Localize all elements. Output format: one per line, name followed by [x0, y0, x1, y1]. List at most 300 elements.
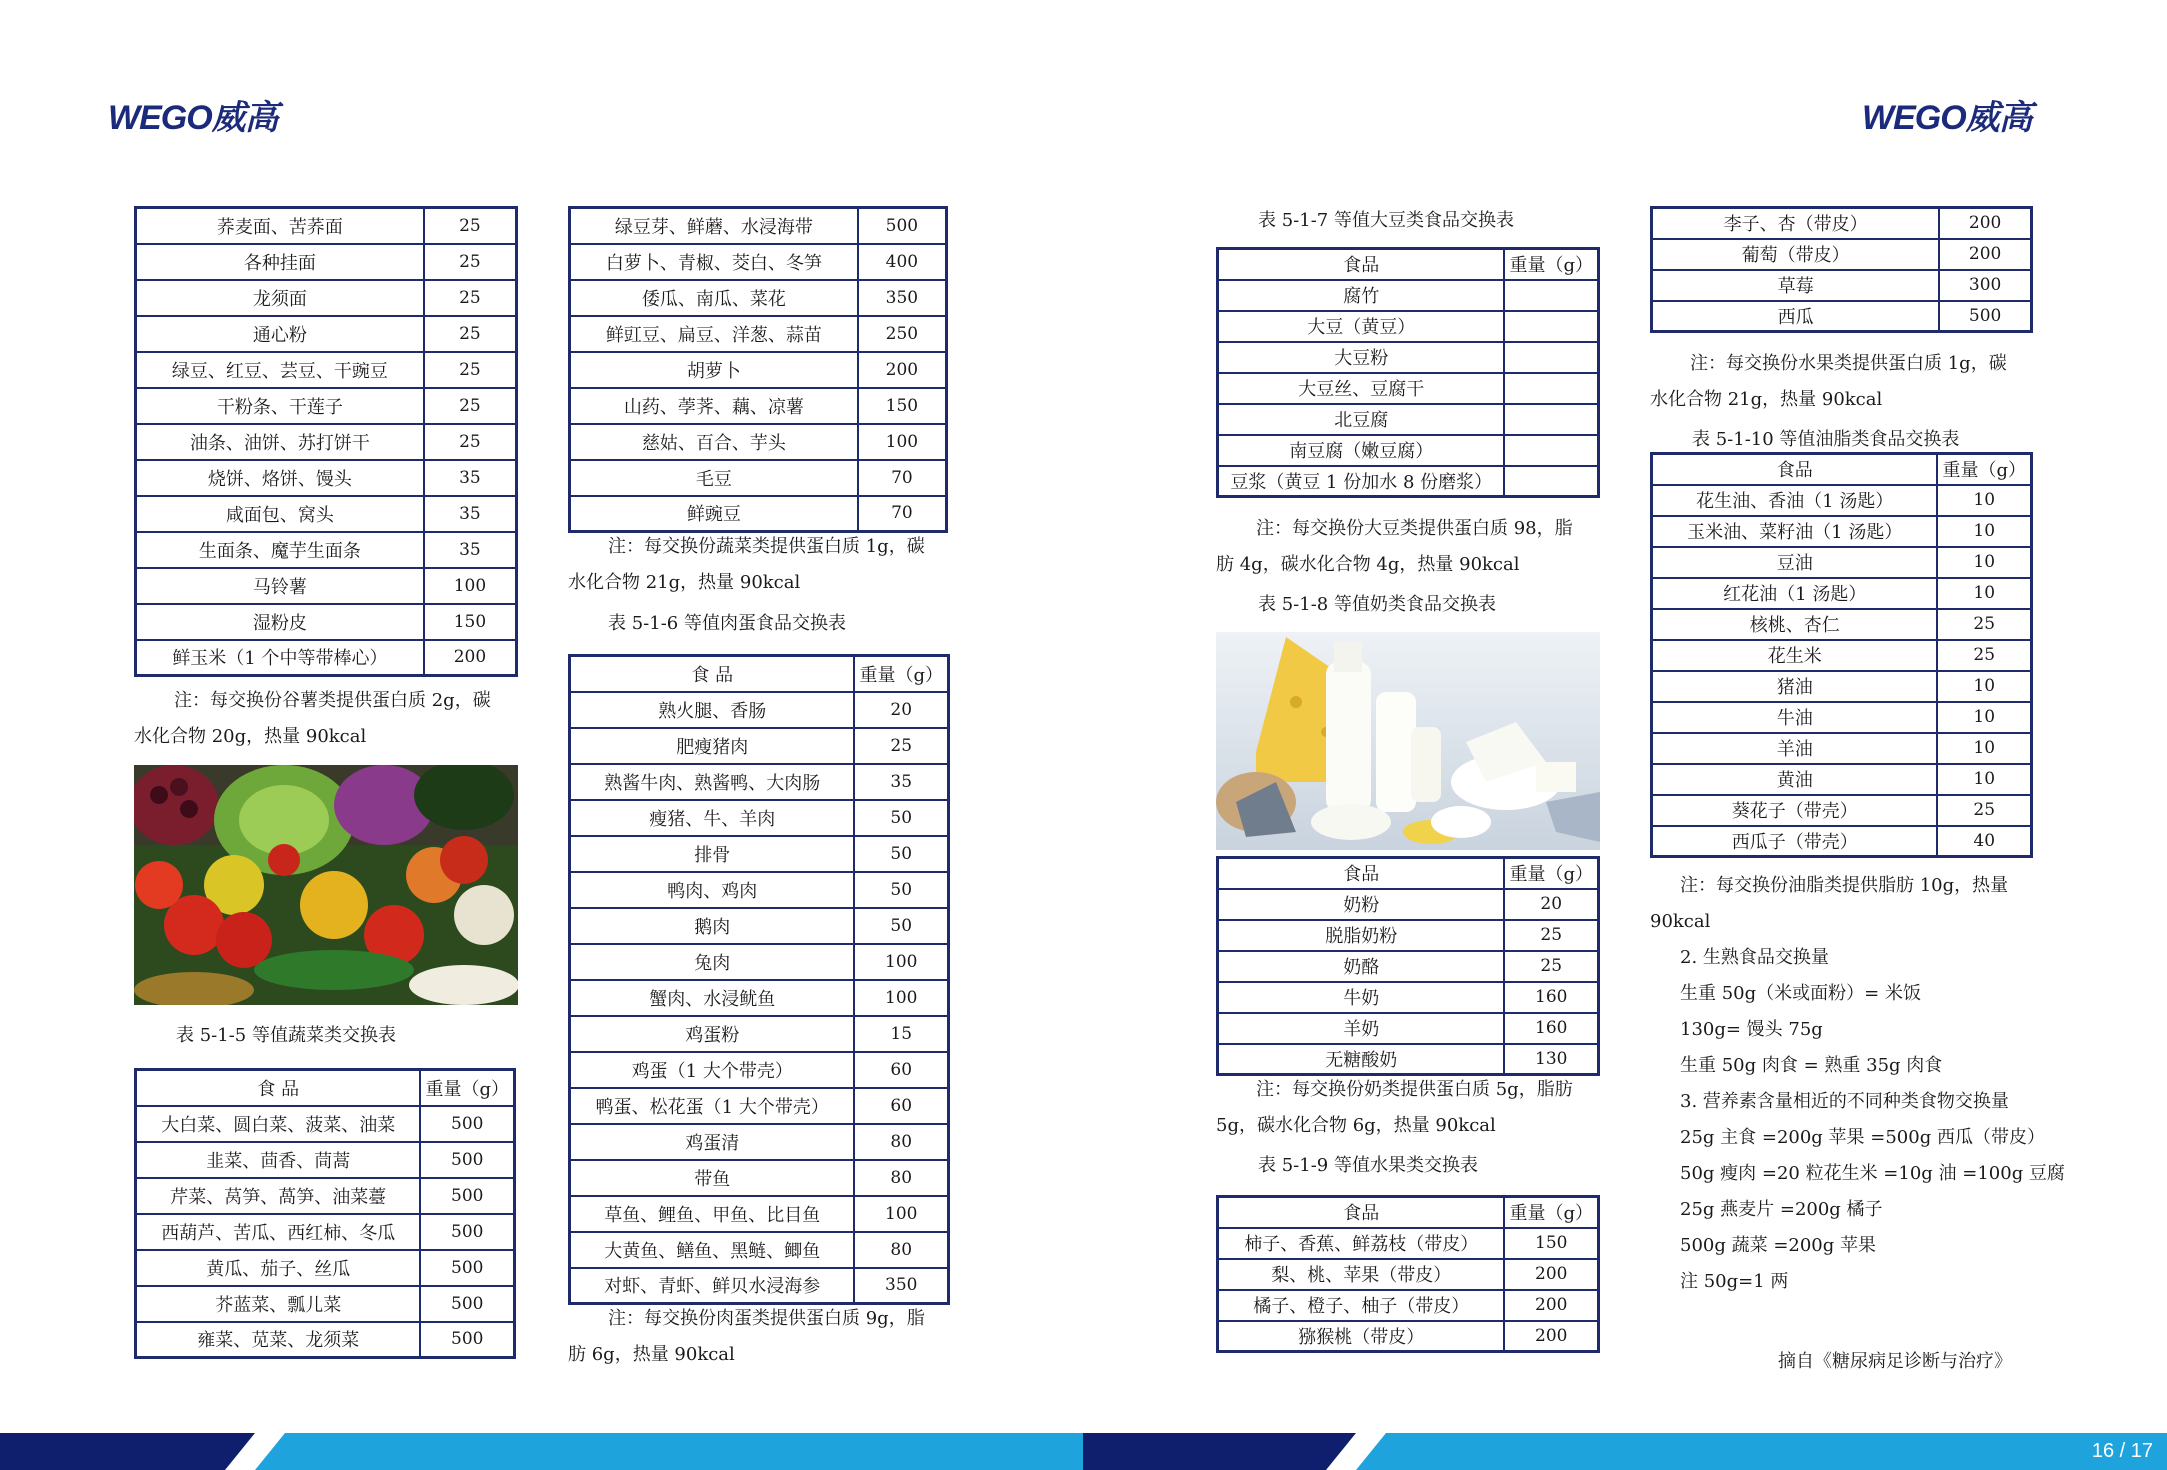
weight-value: [1504, 311, 1598, 342]
table-header-row: [1218, 249, 1599, 280]
table-row: [570, 1088, 949, 1124]
weight-value: 200: [858, 352, 947, 388]
table-row: [136, 1250, 515, 1286]
food-name: 鲜豌豆: [570, 496, 858, 532]
weight-value: [1504, 373, 1598, 404]
table-row: [1652, 795, 2032, 826]
table-row: [136, 1286, 515, 1322]
note-line: 5g，碳水化合物 6g，热量 90kcal: [1216, 1115, 1496, 1136]
weight-value: [1504, 435, 1598, 466]
weight-value: 500: [858, 208, 947, 244]
fruit-exchange-table-continued: [1650, 206, 2033, 333]
food-name: 北豆腐: [1218, 404, 1505, 435]
food-name: 鲜豇豆、扁豆、洋葱、蒜苗: [570, 316, 858, 352]
food-name: 烧饼、烙饼、馒头: [136, 460, 424, 496]
food-name: 鸭肉、鸡肉: [570, 872, 855, 908]
table-row: [136, 208, 517, 244]
weight-value: 25: [1504, 951, 1598, 982]
table-row: [1652, 671, 2032, 702]
note-line: 注：每交换份油脂类提供脂肪 10g，热量: [1680, 875, 2009, 896]
weight-value: 25: [424, 388, 517, 424]
table-row: [1652, 826, 2032, 857]
food-name: 牛奶: [1218, 982, 1505, 1013]
note-dairy: [1216, 1072, 1573, 1144]
weight-value: 500: [420, 1322, 514, 1358]
weight-value: 25: [1504, 920, 1598, 951]
weight-value: 35: [424, 460, 517, 496]
caption-vegetables: 表 5-1-5 等值蔬菜类交换表: [176, 1025, 396, 1046]
food-name: 大豆（黄豆）: [1218, 311, 1505, 342]
table-header-row: [570, 656, 949, 692]
weight-value: 160: [1504, 1013, 1598, 1044]
table-row: [136, 1178, 515, 1214]
food-name: 西瓜子（带壳）: [1652, 826, 1938, 857]
food-name: 奶酪: [1218, 951, 1505, 982]
table-row: [570, 316, 947, 352]
weight-value: 60: [854, 1052, 948, 1088]
table-row: [570, 1052, 949, 1088]
weight-value: [1504, 342, 1598, 373]
weight-value: 500: [420, 1286, 514, 1322]
table-header-row: [1652, 454, 2032, 485]
table-row: [570, 728, 949, 764]
exchange-line: 生重 50g 肉食 = 熟重 35g 肉食: [1680, 1055, 1943, 1076]
weight-value: 150: [858, 388, 947, 424]
weight-value: 60: [854, 1088, 948, 1124]
table-row: [570, 1160, 949, 1196]
table-row: [570, 352, 947, 388]
weight-value: 80: [854, 1232, 948, 1268]
weight-value: 100: [854, 980, 948, 1016]
food-name: 带鱼: [570, 1160, 855, 1196]
table-row: [570, 460, 947, 496]
weight-value: 25: [424, 316, 517, 352]
food-name: 草鱼、鲤鱼、甲鱼、比目鱼: [570, 1196, 855, 1232]
note-vegetables: [568, 529, 925, 601]
table-row: [1218, 951, 1599, 982]
dairy-products-photo: [1216, 632, 1600, 850]
weight-value: 200: [1939, 208, 2031, 239]
weight-value: 500: [1939, 301, 2031, 332]
food-name: 梨、桃、苹果（带皮）: [1218, 1259, 1505, 1290]
weight-value: 25: [1937, 640, 2031, 671]
food-name: 兔肉: [570, 944, 855, 980]
food-name: 橘子、橙子、柚子（带皮）: [1218, 1290, 1505, 1321]
table-row: [1218, 920, 1599, 951]
weight-value: 100: [854, 944, 948, 980]
food-name: 李子、杏（带皮）: [1652, 208, 1940, 239]
table-row: [1652, 208, 2032, 239]
table-row: [1652, 485, 2032, 516]
food-name: 羊油: [1652, 733, 1938, 764]
food-name: 咸面包、窝头: [136, 496, 424, 532]
weight-value: 300: [1939, 270, 2031, 301]
note-line: 注：每交换份蔬菜类提供蛋白质 1g，碳: [608, 536, 925, 557]
food-name: 葡萄（带皮）: [1652, 239, 1940, 270]
food-name: 熟酱牛肉、熟酱鸭、大肉肠: [570, 764, 855, 800]
weight-value: 100: [424, 568, 517, 604]
table-row: [1652, 547, 2032, 578]
weight-value: 40: [1937, 826, 2031, 857]
food-name: 荞麦面、苦荞面: [136, 208, 424, 244]
food-name: 湿粉皮: [136, 604, 424, 640]
food-name: 西瓜: [1652, 301, 1940, 332]
food-name: 芥蓝菜、瓢儿菜: [136, 1286, 421, 1322]
food-name: 山药、荸荠、藕、凉薯: [570, 388, 858, 424]
table-row: [136, 280, 517, 316]
table-row: [570, 908, 949, 944]
table-row: [1652, 640, 2032, 671]
note-line: 水化合物 21g，热量 90kcal: [1650, 389, 1883, 410]
table-row: [1218, 435, 1599, 466]
table-row: [136, 1142, 515, 1178]
note-line: 注：每交换份谷薯类提供蛋白质 2g，碳: [174, 690, 491, 711]
note-line: 水化合物 21g，热量 90kcal: [568, 572, 801, 593]
weight-value: 130: [1504, 1044, 1598, 1075]
food-name: 大黄鱼、鳝鱼、黑鲢、鲫鱼: [570, 1232, 855, 1268]
weight-value: 35: [424, 496, 517, 532]
exchange-line: 注 50g=1 两: [1680, 1271, 1789, 1292]
food-name: 大豆丝、豆腐干: [1218, 373, 1505, 404]
weight-value: 50: [854, 872, 948, 908]
brand-logo-left: WEGO威高: [108, 99, 278, 137]
table-row: [1218, 404, 1599, 435]
weight-value: 250: [858, 316, 947, 352]
food-name: 奶粉: [1218, 889, 1505, 920]
table-row: [1218, 1228, 1599, 1259]
food-name: 通心粉: [136, 316, 424, 352]
table-row: [570, 836, 949, 872]
table-row: [136, 388, 517, 424]
table-header-row: [1218, 858, 1599, 889]
food-name: 南豆腐（嫩豆腐）: [1218, 435, 1505, 466]
table-row: [1652, 733, 2032, 764]
food-name: 猕猴桃（带皮）: [1218, 1321, 1505, 1352]
food-name: 豆浆（黄豆 1 份加水 8 份磨浆）: [1218, 466, 1505, 497]
food-name: 鸡蛋（1 大个带壳）: [570, 1052, 855, 1088]
header-weight: 重量（g）: [1937, 454, 2031, 485]
vegetable-exchange-table-continued: [568, 206, 948, 533]
vegetables-photo: [134, 765, 518, 1005]
footer-bar-right: [1083, 1433, 2167, 1470]
weight-value: 500: [420, 1250, 514, 1286]
table-row: [1652, 702, 2032, 733]
table-row: [1218, 373, 1599, 404]
weight-value: 25: [424, 352, 517, 388]
weight-value: 20: [854, 692, 948, 728]
exchange-line: 500g 蔬菜 =200g 苹果: [1680, 1235, 1877, 1256]
table-row: [136, 640, 517, 676]
table-row: [1218, 1013, 1599, 1044]
table-row: [136, 1322, 515, 1358]
weight-value: [1504, 404, 1598, 435]
table-row: [1218, 311, 1599, 342]
table-row: [570, 980, 949, 1016]
weight-value: 10: [1937, 733, 2031, 764]
fruit-exchange-table: [1216, 1195, 1600, 1353]
food-name: 马铃薯: [136, 568, 424, 604]
caption-fruit: 表 5-1-9 等值水果类交换表: [1258, 1155, 1478, 1176]
table-row: [570, 388, 947, 424]
food-name: 油条、油饼、苏打饼干: [136, 424, 424, 460]
brand-logo-right: WEGO威高: [1862, 99, 2032, 137]
table-row: [570, 280, 947, 316]
food-name: 西葫芦、苦瓜、西红柿、冬瓜: [136, 1214, 421, 1250]
header-food: 食 品: [570, 656, 855, 692]
food-name: 熟火腿、香肠: [570, 692, 855, 728]
food-name: 鲜玉米（1 个中等带棒心）: [136, 640, 424, 676]
dairy-exchange-table: [1216, 856, 1600, 1076]
table-row: [570, 800, 949, 836]
weight-value: 150: [1504, 1228, 1598, 1259]
weight-value: 200: [424, 640, 517, 676]
food-name: 雍菜、苋菜、龙须菜: [136, 1322, 421, 1358]
note-line: 水化合物 20g，热量 90kcal: [134, 726, 367, 747]
weight-value: 35: [854, 764, 948, 800]
table-header-row: [136, 1070, 515, 1106]
note-meat: [568, 1301, 925, 1373]
table-row: [1652, 516, 2032, 547]
food-name: 脱脂奶粉: [1218, 920, 1505, 951]
note-oil: [1650, 868, 2008, 940]
header-food: 食 品: [136, 1070, 421, 1106]
food-name: 草莓: [1652, 270, 1940, 301]
header-food: 食品: [1218, 249, 1505, 280]
table-row: [1652, 609, 2032, 640]
caption-soy: 表 5-1-7 等值大豆类食品交换表: [1258, 210, 1514, 231]
weight-value: 350: [858, 280, 947, 316]
weight-value: 10: [1937, 516, 2031, 547]
note-line: 注：每交换份水果类提供蛋白质 1g，碳: [1690, 353, 2007, 374]
weight-value: 500: [420, 1214, 514, 1250]
weight-value: 10: [1937, 671, 2031, 702]
note-line: 注：每交换份肉蛋类提供蛋白质 9g，脂: [608, 1308, 925, 1329]
table-row: [570, 208, 947, 244]
header-weight: 重量（g）: [1504, 858, 1598, 889]
weight-value: 15: [854, 1016, 948, 1052]
food-name: 白萝卜、青椒、茭白、冬笋: [570, 244, 858, 280]
table-row: [1218, 982, 1599, 1013]
table-row: [1652, 301, 2032, 332]
food-name: 花生油、香油（1 汤匙）: [1652, 485, 1938, 516]
weight-value: 10: [1937, 702, 2031, 733]
table-row: [570, 244, 947, 280]
food-name: 鸡蛋清: [570, 1124, 855, 1160]
note-line: 肪 6g，热量 90kcal: [568, 1344, 735, 1365]
weight-value: 200: [1504, 1259, 1598, 1290]
table-row: [570, 944, 949, 980]
header-weight: 重量（g）: [420, 1070, 514, 1106]
food-name: 干粉条、干莲子: [136, 388, 424, 424]
weight-value: 20: [1504, 889, 1598, 920]
weight-value: 10: [1937, 764, 2031, 795]
food-name: 玉米油、菜籽油（1 汤匙）: [1652, 516, 1938, 547]
weight-value: 10: [1937, 578, 2031, 609]
weight-value: 10: [1937, 547, 2031, 578]
food-name: 牛油: [1652, 702, 1938, 733]
food-name: 瘦猪、牛、羊肉: [570, 800, 855, 836]
page-number: 16 / 17: [2091, 1440, 2153, 1462]
food-name: 红花油（1 汤匙）: [1652, 578, 1938, 609]
caption-oil: 表 5-1-10 等值油脂类食品交换表: [1692, 429, 1960, 450]
food-name: 排骨: [570, 836, 855, 872]
meat-egg-exchange-table: [568, 654, 950, 1305]
grain-exchange-table: [134, 206, 518, 677]
food-name: 鸭蛋、松花蛋（1 大个带壳）: [570, 1088, 855, 1124]
food-name: 黄瓜、茄子、丝瓜: [136, 1250, 421, 1286]
table-row: [570, 764, 949, 800]
weight-value: 200: [1939, 239, 2031, 270]
food-name: 鹅肉: [570, 908, 855, 944]
food-name: 黄油: [1652, 764, 1938, 795]
note-line: 90kcal: [1650, 911, 1711, 932]
table-row: [136, 352, 517, 388]
food-name: 无糖酸奶: [1218, 1044, 1505, 1075]
note-line: 注：每交换份大豆类提供蛋白质 98，脂: [1256, 518, 1573, 539]
table-row: [136, 496, 517, 532]
table-row: [136, 568, 517, 604]
food-name: 毛豆: [570, 460, 858, 496]
weight-value: 70: [858, 496, 947, 532]
table-row: [136, 460, 517, 496]
weight-value: 25: [424, 244, 517, 280]
weight-value: 25: [424, 424, 517, 460]
note-fruit: [1650, 346, 2007, 418]
soy-exchange-table: [1216, 247, 1600, 498]
food-name: 鸡蛋粉: [570, 1016, 855, 1052]
table-row: [1652, 239, 2032, 270]
footer-bar-left: [0, 1433, 1083, 1470]
food-name: 绿豆芽、鲜蘑、水浸海带: [570, 208, 858, 244]
table-row: [570, 1196, 949, 1232]
note-line: 肪 4g，碳水化合物 4g，热量 90kcal: [1216, 554, 1520, 575]
weight-value: [1504, 466, 1598, 497]
food-name: 腐竹: [1218, 280, 1505, 311]
table-row: [1218, 1259, 1599, 1290]
table-row: [570, 424, 947, 460]
header-weight: 重量（g）: [854, 656, 948, 692]
table-row: [570, 1124, 949, 1160]
table-row: [570, 1016, 949, 1052]
food-name: 花生米: [1652, 640, 1938, 671]
weight-value: [1504, 280, 1598, 311]
weight-value: 80: [854, 1124, 948, 1160]
weight-value: 50: [854, 800, 948, 836]
weight-value: 35: [424, 532, 517, 568]
food-name: 芹菜、莴笋、萵笋、油菜薹: [136, 1178, 421, 1214]
exchange-notes: [1680, 940, 2065, 1300]
header-food: 食品: [1218, 858, 1505, 889]
food-name: 豆油: [1652, 547, 1938, 578]
food-name: 倭瓜、南瓜、菜花: [570, 280, 858, 316]
food-name: 肥瘦猪肉: [570, 728, 855, 764]
note-grain: [134, 683, 491, 755]
weight-value: 150: [424, 604, 517, 640]
weight-value: 25: [424, 280, 517, 316]
table-row: [136, 1106, 515, 1142]
food-name: 核桃、杏仁: [1652, 609, 1938, 640]
food-name: 韭菜、茴香、茼蒿: [136, 1142, 421, 1178]
header-food: 食品: [1652, 454, 1938, 485]
table-row: [570, 496, 947, 532]
food-name: 大白菜、圆白菜、菠菜、油菜: [136, 1106, 421, 1142]
exchange-line: 25g 主食 =200g 苹果 =500g 西瓜（带皮）: [1680, 1127, 2045, 1148]
exchange-line: 3. 营养素含量相近的不同种类食物交换量: [1680, 1091, 2009, 1112]
table-row: [136, 1214, 515, 1250]
table-row: [1652, 764, 2032, 795]
weight-value: 200: [1504, 1321, 1598, 1352]
weight-value: 50: [854, 908, 948, 944]
note-soy: [1216, 511, 1573, 583]
weight-value: 500: [420, 1142, 514, 1178]
food-name: 葵花子（带壳）: [1652, 795, 1938, 826]
food-name: 绿豆、红豆、芸豆、干豌豆: [136, 352, 424, 388]
weight-value: 200: [1504, 1290, 1598, 1321]
header-weight: 重量（g）: [1504, 249, 1598, 280]
exchange-line: 50g 瘦肉 =20 粒花生米 =10g 油 =100g 豆腐: [1680, 1163, 2065, 1184]
table-row: [136, 424, 517, 460]
weight-value: 100: [854, 1196, 948, 1232]
weight-value: 500: [420, 1178, 514, 1214]
exchange-line: 生重 50g（米或面粉）= 米饭: [1680, 983, 1921, 1004]
exchange-line: 130g= 馒头 75g: [1680, 1019, 1823, 1040]
source-citation: 摘自《糖尿病足诊断与治疗》: [1778, 1351, 2012, 1372]
note-line: 注：每交换份奶类提供蛋白质 5g，脂肪: [1256, 1079, 1573, 1100]
weight-value: 25: [424, 208, 517, 244]
table-row: [1218, 1044, 1599, 1075]
food-name: 各种挂面: [136, 244, 424, 280]
weight-value: 160: [1504, 982, 1598, 1013]
weight-value: 50: [854, 836, 948, 872]
vegetable-exchange-table: [134, 1068, 516, 1359]
table-row: [1218, 1290, 1599, 1321]
exchange-line: 2. 生熟食品交换量: [1680, 947, 1829, 968]
table-row: [136, 316, 517, 352]
weight-value: 400: [858, 244, 947, 280]
weight-value: 500: [420, 1106, 514, 1142]
exchange-line: 25g 燕麦片 =200g 橘子: [1680, 1199, 1883, 1220]
table-row: [136, 244, 517, 280]
weight-value: 25: [1937, 609, 2031, 640]
food-name: 对虾、青虾、鲜贝水浸海参: [570, 1268, 855, 1304]
weight-value: 70: [858, 460, 947, 496]
food-name: 生面条、魔芋生面条: [136, 532, 424, 568]
food-name: 蟹肉、水浸鱿鱼: [570, 980, 855, 1016]
food-name: 大豆粉: [1218, 342, 1505, 373]
food-name: 猪油: [1652, 671, 1938, 702]
caption-milk: 表 5-1-8 等值奶类食品交换表: [1258, 594, 1496, 615]
table-row: [570, 692, 949, 728]
header-weight: 重量（g）: [1504, 1197, 1598, 1228]
table-row: [1218, 889, 1599, 920]
food-name: 羊奶: [1218, 1013, 1505, 1044]
table-row: [136, 604, 517, 640]
weight-value: 100: [858, 424, 947, 460]
table-row: [136, 532, 517, 568]
table-row: [1218, 280, 1599, 311]
weight-value: 80: [854, 1160, 948, 1196]
header-food: 食品: [1218, 1197, 1505, 1228]
table-header-row: [1218, 1197, 1599, 1228]
table-row: [1218, 466, 1599, 497]
caption-meat: 表 5-1-6 等值肉蛋食品交换表: [608, 613, 846, 634]
food-name: 柿子、香蕉、鲜荔枝（带皮）: [1218, 1228, 1505, 1259]
weight-value: 350: [854, 1268, 948, 1304]
food-name: 慈姑、百合、芋头: [570, 424, 858, 460]
table-row: [1218, 1321, 1599, 1352]
table-row: [1652, 578, 2032, 609]
food-name: 胡萝卜: [570, 352, 858, 388]
